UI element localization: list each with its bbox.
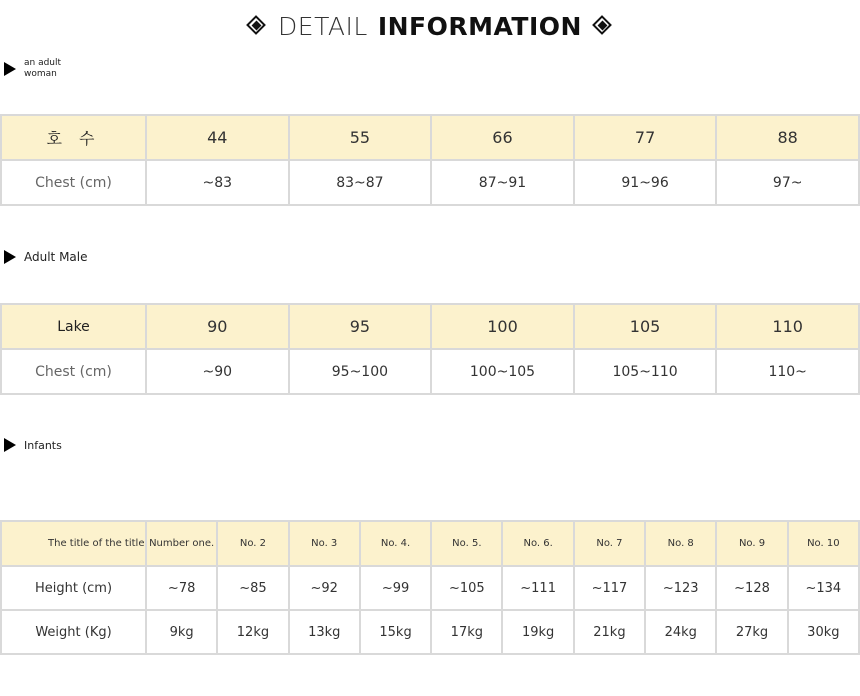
row-label-height: Height (cm) — [1, 566, 146, 610]
row-label-chest: Chest (cm) — [1, 160, 146, 205]
value-cell: 87~91 — [431, 160, 574, 205]
size-cell: 95 — [289, 304, 432, 349]
size-cell: No. 7 — [574, 521, 645, 566]
diamond-icon — [246, 15, 268, 37]
title-detail: DETAIL — [278, 11, 368, 41]
value-cell: 97~ — [716, 160, 859, 205]
value-cell: ~134 — [788, 566, 859, 610]
size-cell: 100 — [431, 304, 574, 349]
value-cell: ~78 — [146, 566, 217, 610]
infants-size-table — [0, 520, 860, 655]
size-cell: 66 — [431, 115, 574, 160]
table-row — [1, 349, 859, 394]
size-cell: 110 — [716, 304, 859, 349]
table-row — [1, 566, 859, 610]
page-title — [0, 8, 860, 44]
triangle-bullet-icon — [4, 250, 16, 264]
section-label-infants: Infants — [24, 438, 62, 452]
size-cell: No. 2 — [217, 521, 288, 566]
triangle-bullet-icon — [4, 438, 16, 452]
value-cell: 15kg — [360, 610, 431, 654]
size-cell: No. 6. — [502, 521, 573, 566]
value-cell: ~90 — [146, 349, 289, 394]
value-cell: 27kg — [716, 610, 787, 654]
section-men — [4, 250, 88, 264]
size-cell: 44 — [146, 115, 289, 160]
value-cell: ~83 — [146, 160, 289, 205]
value-cell: ~117 — [574, 566, 645, 610]
section-label-women: an adult woman — [24, 58, 62, 79]
value-cell: 12kg — [217, 610, 288, 654]
table-header-row — [1, 521, 859, 566]
value-cell: ~99 — [360, 566, 431, 610]
value-cell: 91~96 — [574, 160, 717, 205]
men-size-table — [0, 303, 860, 395]
size-cell: 77 — [574, 115, 717, 160]
table-header-row — [1, 304, 859, 349]
women-size-table — [0, 114, 860, 206]
header-label: Lake — [1, 304, 146, 349]
value-cell: ~105 — [431, 566, 502, 610]
triangle-bullet-icon — [4, 62, 16, 76]
value-cell: 17kg — [431, 610, 502, 654]
value-cell: 21kg — [574, 610, 645, 654]
value-cell: 95~100 — [289, 349, 432, 394]
size-cell: No. 10 — [788, 521, 859, 566]
value-cell: ~123 — [645, 566, 716, 610]
value-cell: 24kg — [645, 610, 716, 654]
table-header-row — [1, 115, 859, 160]
table-row — [1, 160, 859, 205]
size-cell: 55 — [289, 115, 432, 160]
value-cell: 13kg — [289, 610, 360, 654]
size-cell: 88 — [716, 115, 859, 160]
size-cell: Number one. — [146, 521, 217, 566]
value-cell: ~85 — [217, 566, 288, 610]
value-cell: 110~ — [716, 349, 859, 394]
size-cell: 105 — [574, 304, 717, 349]
section-women — [4, 58, 84, 80]
section-label-men: Adult Male — [24, 250, 88, 264]
header-label: 호 수 — [1, 115, 146, 160]
size-cell: No. 3 — [289, 521, 360, 566]
header-label: The title of the title — [1, 521, 146, 566]
size-cell: No. 5. — [431, 521, 502, 566]
value-cell: 83~87 — [289, 160, 432, 205]
value-cell: ~111 — [502, 566, 573, 610]
size-cell: No. 4. — [360, 521, 431, 566]
value-cell: 105~110 — [574, 349, 717, 394]
row-label-chest: Chest (cm) — [1, 349, 146, 394]
value-cell: 9kg — [146, 610, 217, 654]
value-cell: ~92 — [289, 566, 360, 610]
size-cell: No. 9 — [716, 521, 787, 566]
value-cell: 100~105 — [431, 349, 574, 394]
table-row — [1, 610, 859, 654]
value-cell: ~128 — [716, 566, 787, 610]
size-cell: 90 — [146, 304, 289, 349]
value-cell: 19kg — [502, 610, 573, 654]
diamond-icon — [592, 15, 614, 37]
title-information: INFORMATION — [377, 11, 582, 41]
section-infants — [4, 438, 62, 452]
row-label-weight: Weight (Kg) — [1, 610, 146, 654]
value-cell: 30kg — [788, 610, 859, 654]
size-cell: No. 8 — [645, 521, 716, 566]
